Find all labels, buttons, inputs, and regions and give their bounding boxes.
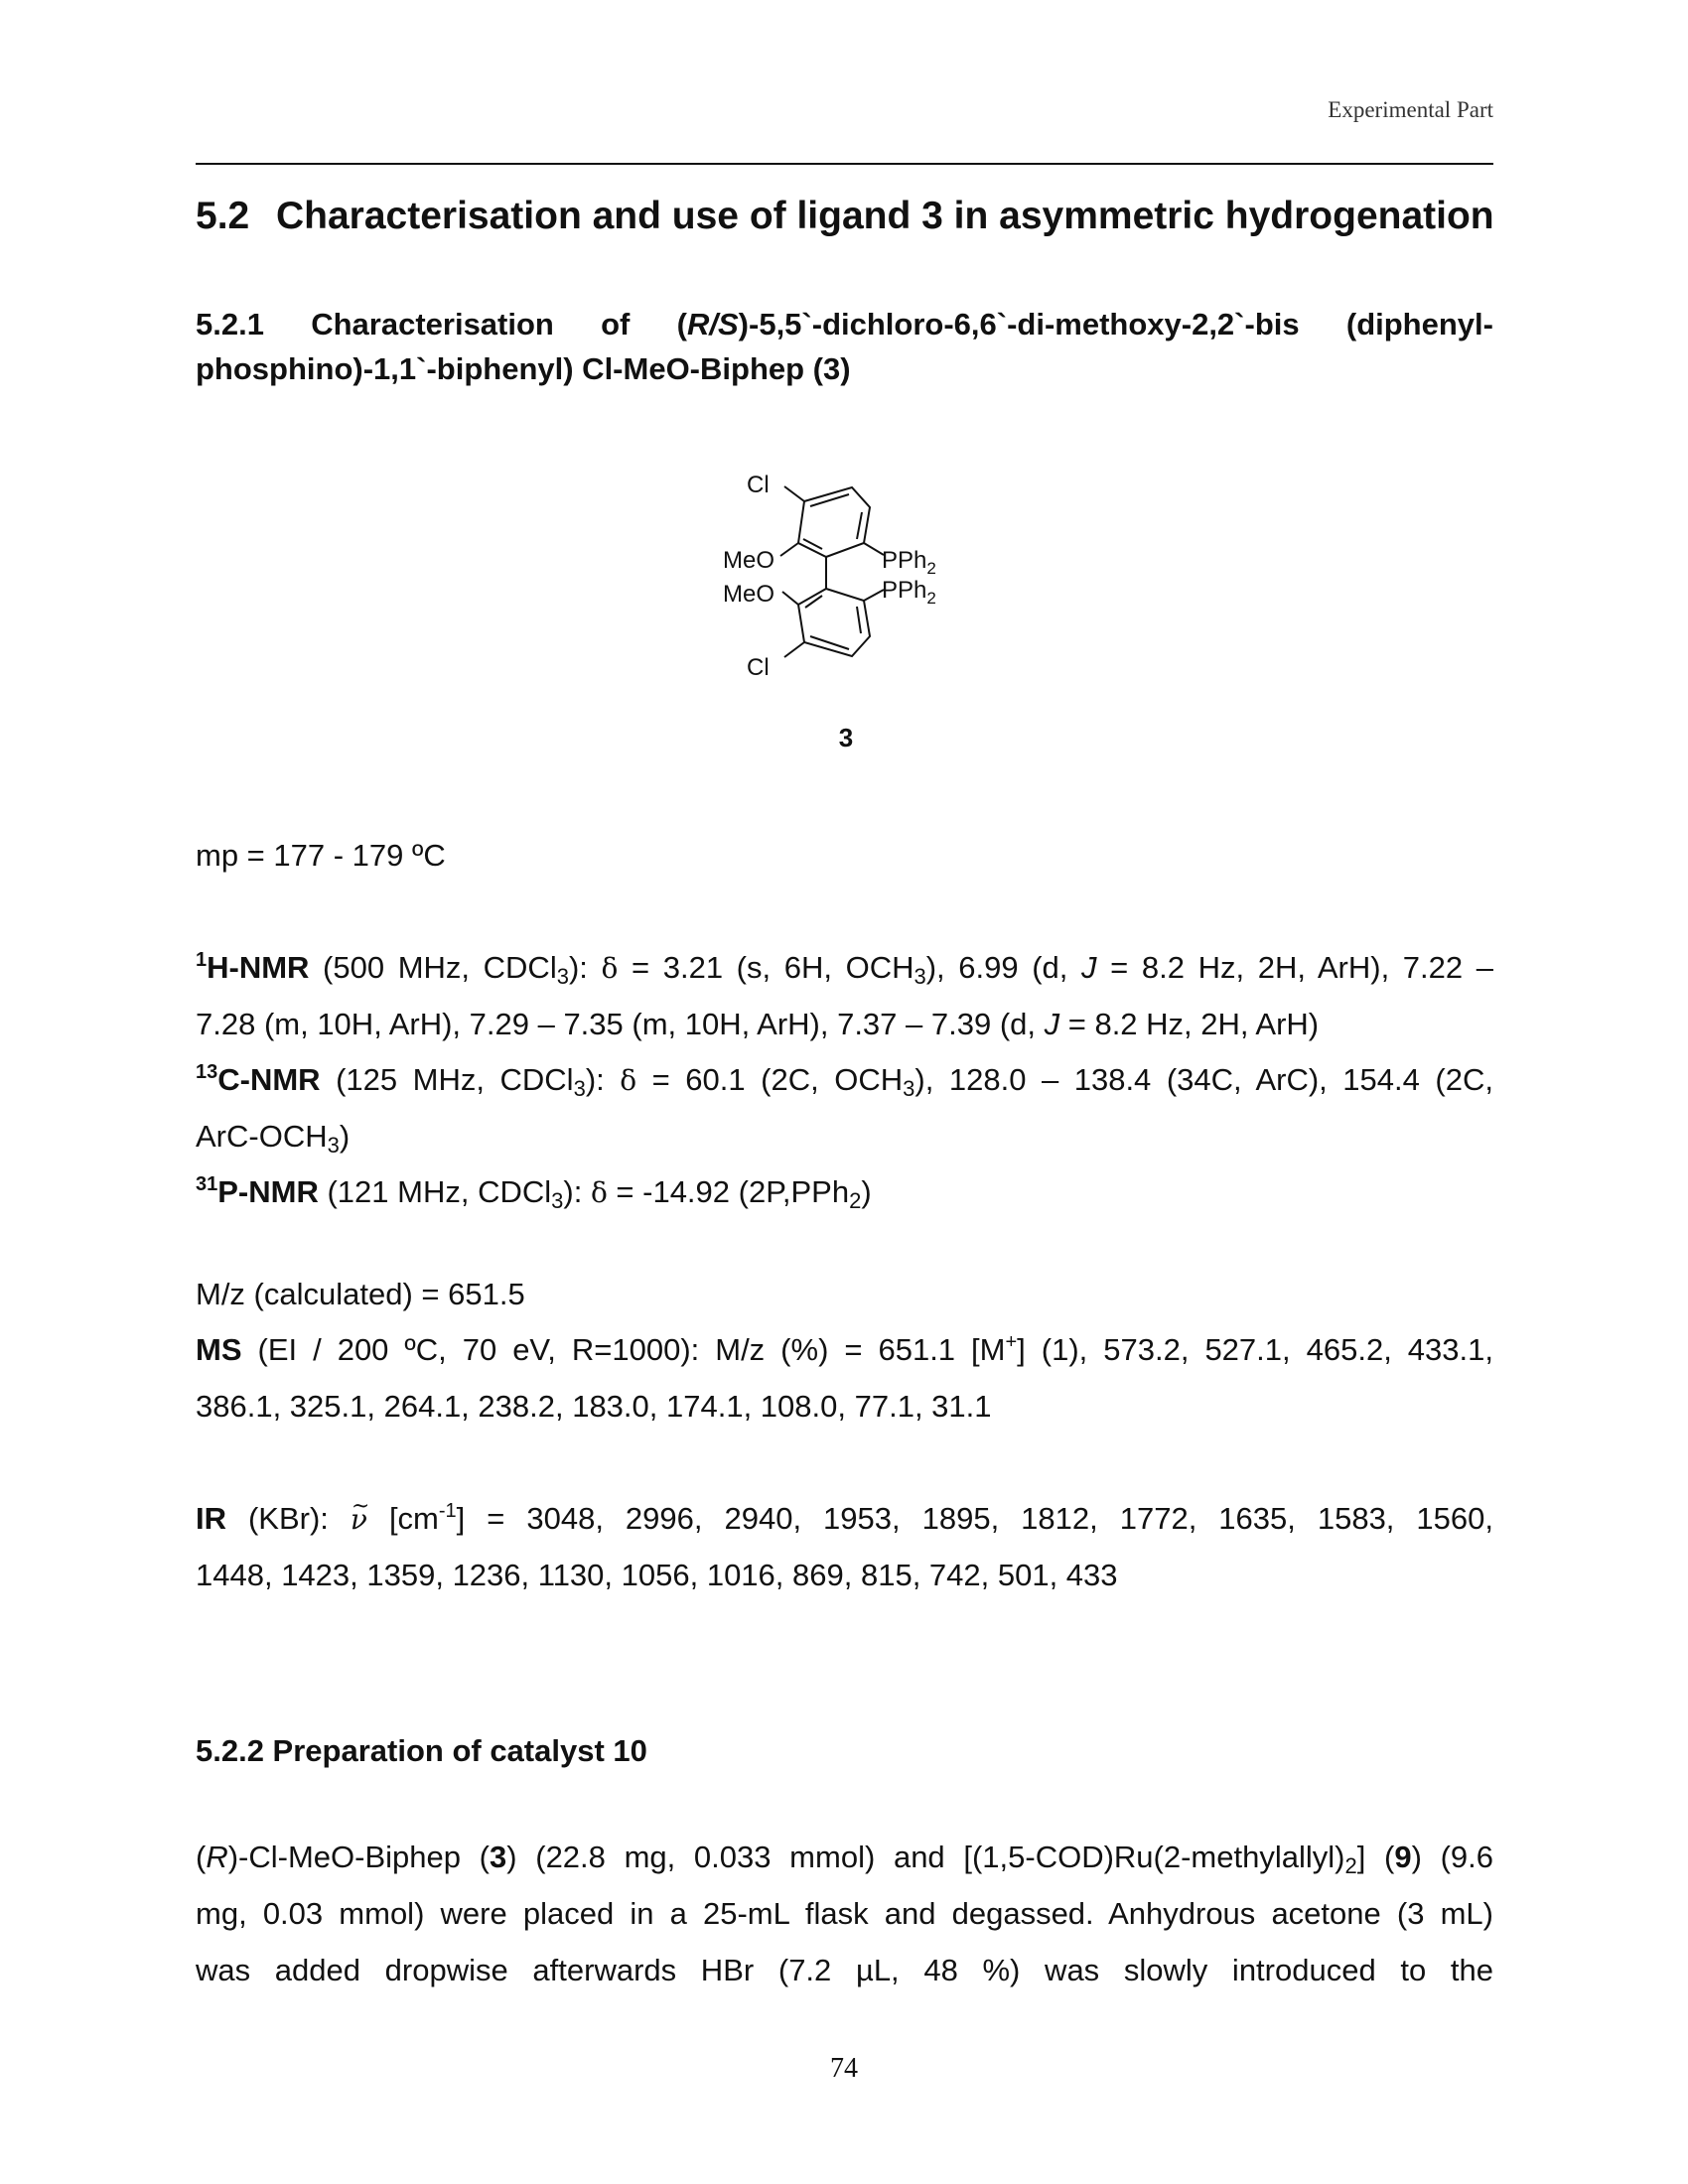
label-meo-bottom: MeO	[723, 581, 775, 608]
lower-ring-double-bond-1	[805, 596, 822, 608]
hnmr-line-2: 7.28 (m, 10H, ArH), 7.29 – 7.35 (m, 10H, ArH), 7.37 – 7.39 (d, J = 8.2 Hz, 2H, ArH)	[196, 1007, 1320, 1041]
label-pph2-bottom: PPh$_2$	[882, 577, 936, 608]
bond-cl-bottom	[784, 642, 804, 657]
label-pph2-top: PPh$_2$	[882, 547, 936, 578]
pnmr-line-1: $^{31}$P-NMR (121 MHz, CDCl$_3$): δ = -14.92 (2P,PPh$_2$)	[196, 1173, 872, 1213]
label-meo-top: MeO	[723, 547, 775, 574]
melting-point: mp = 177 - 179 ºC	[196, 838, 446, 873]
chemical-structure-diagram	[685, 457, 1023, 715]
upper-ring-double-bond-2	[857, 512, 862, 539]
header-rule	[196, 163, 1493, 165]
bond-pph2-top	[864, 543, 884, 555]
subsection-heading-line-1: 5.2.1 Characterisation of (R/S)-5,5`-dichloro-6,6`-di-methoxy-2,2`-bis (diphenyl-	[196, 307, 1493, 341]
subsection-heading-5-2-2: 5.2.2 Preparation of catalyst 10	[196, 1733, 647, 1768]
lower-ring-double-bond-2	[857, 607, 861, 633]
preparation-line-1: (R)-Cl-MeO-Biphep (3) (22.8 mg, 0.033 mmol) and $[(1,5-COD)Ru(2-methylallyl)_2]$ (9) (9.6	[196, 1840, 1494, 1878]
section-title-text: Characterisation and use of ligand 3 in asymmetric hydrogenation	[276, 195, 1494, 237]
page-number: 74	[830, 2053, 858, 2084]
ms-line-2: 386.1, 325.1, 264.1, 238.2, 183.0, 174.1, 108.0, 77.1, 31.1	[196, 1389, 992, 1424]
bond-meo-top	[780, 543, 798, 556]
bond-cl-top	[784, 486, 804, 501]
bond-meo-bottom	[782, 592, 798, 605]
compound-number-label: 3	[838, 723, 854, 752]
stereo-descriptor: R/S	[686, 307, 739, 341]
cnmr-line-2: ArC-$OCH_3$)	[196, 1119, 351, 1158]
cnmr-line-1: $^{13}$C-NMR (125 MHz, CDCl$_3$): δ = 60.1 (2C, $OCH_3$), 128.0 – 138.4 (34C, ArC), 154.4 (2C,	[196, 1061, 1493, 1101]
lower-ring-double-bond-3	[810, 636, 849, 649]
subsection-heading-line-2: phosphino)-1,1`-biphenyl) Cl-MeO-Biphep (3)	[196, 351, 851, 386]
label-cl-bottom: Cl	[747, 654, 770, 681]
ms-calculated: M/z (calculated) = 651.5	[196, 1277, 525, 1311]
section-number: 5.2	[196, 195, 250, 237]
ir-line-1: IR (KBr): ~ ν $[cm^{-1}] = 3048$, 2996, 2940, 1953, 1895, 1812, 1772, 1635, 1583, 1560,	[196, 1499, 1493, 1540]
ms-line-1: MS (EI / 200 ºC, 70 eV, R=1000): M/z (%) = 651.1 [M+] (1), 573.2, 527.1, 465.2, 433.1,	[196, 1331, 1493, 1367]
hnmr-line-1: $^1$H-NMR (500 MHz, CDCl$_3$): δ = 3.21 (s, 6H, $OCH_3$), 6.99 (d, J = 8.2 Hz, 2H, ArH), 7.22 –	[196, 949, 1493, 989]
upper-ring-double-bond-1	[810, 494, 849, 506]
bond-pph2-bottom	[864, 590, 884, 601]
label-cl-top: Cl	[747, 472, 770, 498]
running-head: Experimental Part	[1328, 97, 1493, 122]
preparation-line-2: mg, 0.03 mmol) were placed in a 25-mL flask and degassed. Anhydrous acetone (3 mL)	[196, 1896, 1493, 1931]
subsection-heading-5-2-1	[196, 302, 1493, 391]
section-title	[196, 195, 1496, 238]
ir-line-2: 1448, 1423, 1359, 1236, 1130, 1056, 1016, 869, 815, 742, 501, 433	[196, 1558, 1118, 1592]
preparation-line-3: was added dropwise afterwards HBr (7.2 µL, 48 %) was slowly introduced to the	[196, 1953, 1493, 1987]
